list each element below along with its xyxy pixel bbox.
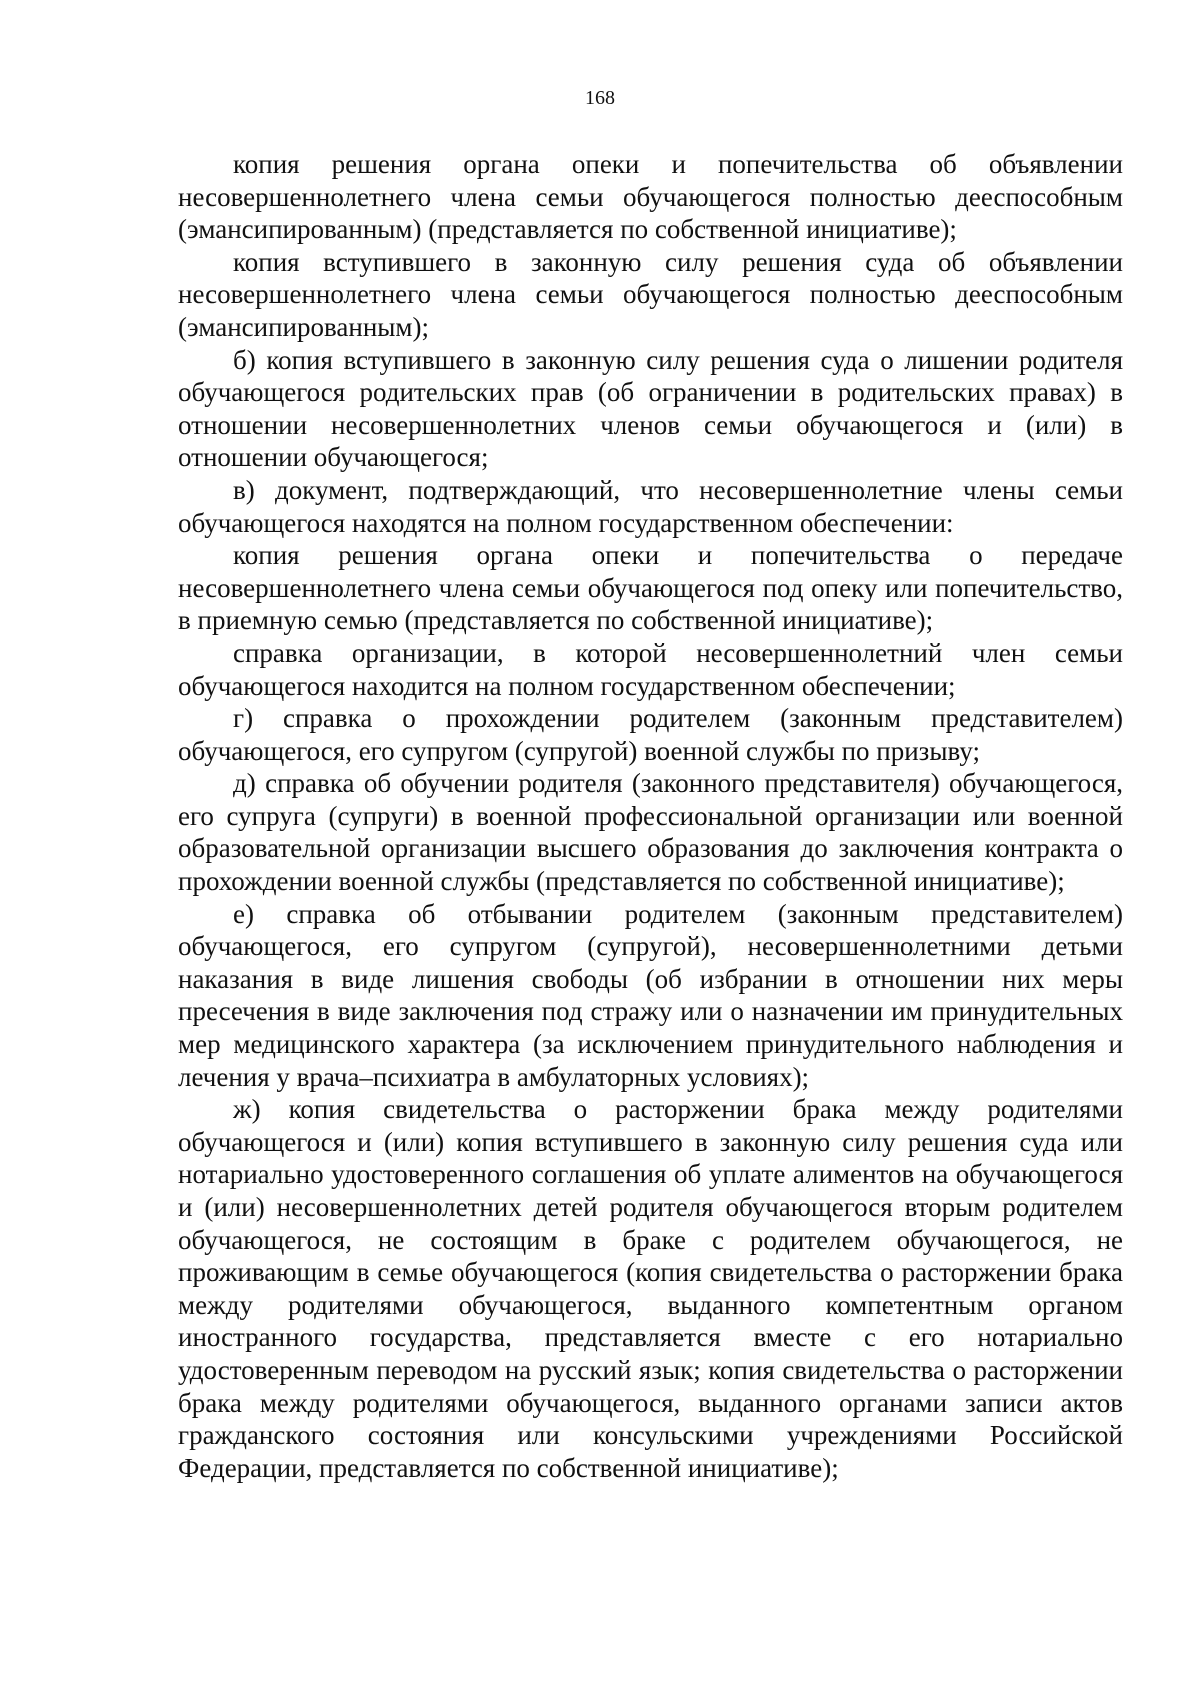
paragraph-emancipation-guardianship: копия решения органа опеки и попечительства об объявлении несовершеннолетнего члена семьи обучающегося полностью дееспособным (эмансипированным) (представляется по собственной инициативе);: [178, 149, 1123, 245]
paragraph-g-military-service: г) справка о прохождении родителем (законным представителем) обучающегося, его супругом (супругой) военной службы по призыву;: [178, 703, 1123, 766]
paragraph-emancipation-court: копия вступившего в законную силу решения суда об объявлении несовершеннолетнего члена семьи обучающегося полностью дееспособным (эмансипированным);: [178, 246, 1123, 342]
paragraph-e-imprisonment: е) справка об отбывании родителем (законным представителем) обучающегося, его супругом (супругой), несовершеннолетними детьми наказания в виде лишения свободы (об избрании в отношении них меры пресечения в виде заключения под стражу или о назначении им принудительных мер медицинского характера (за исключением принудительного наблюдения и лечения у врача–психиатра в амбулаторных условиях);: [178, 898, 1123, 1092]
paragraph-v-state-support: в) документ, подтверждающий, что несовершеннолетние члены семьи обучающегося находятся на полном государственном обеспечении:: [178, 474, 1123, 538]
paragraph-d-military-education: д) справка об обучении родителя (законного представителя) обучающегося, его супруга (супруги) в военной профессиональной организации или военной образовательной организации высшего образования до заключения контракта о прохождении военной службы (представляется по собственной инициативе);: [178, 768, 1123, 897]
paragraph-zh-divorce-alimony: ж) копия свидетельства о расторжении брака между родителями обучающегося и (или) копия вступившего в законную силу решения суда или нотариально удостоверенного соглашения об уплате алиментов на обучающегося и (или) несовершеннолетних детей родителя обучающегося вторым родителем обучающегося, не состоящим в браке с родителем обучающегося, не проживающим в семье обучающегося (копия свидетельства о расторжении брака между родителями обучающегося, выданного компетентным органом иностранного государства, представляется вместе с его нотариально удостоверенным переводом на русский язык; копия свидетельства о расторжении брака между родителями обучающегося, выданного органами записи актов гражданского состояния или консульскими учреждениями Российской Федерации, представляется по собственной инициативе);: [178, 1094, 1123, 1483]
paragraph-guardianship-transfer: копия решения органа опеки и попечительства о передаче несовершеннолетнего члена семьи обучающегося под опеку или попечительство, в приемную семью (представляется по собственной инициативе);: [178, 540, 1123, 636]
paragraph-organization-certificate: справка организации, в которой несовершеннолетний член семьи обучающегося находится на полном государственном обеспечении;: [178, 637, 1123, 701]
page-number: 168: [585, 87, 615, 109]
document-body: [178, 148, 1123, 1484]
paragraph-b-parental-rights: б) копия вступившего в законную силу решения суда о лишении родителя обучающегося родительских прав (об ограничении в родительских правах) в отношении несовершеннолетних членов семьи обучающегося и (или) в отношении обучающегося;: [178, 344, 1123, 473]
